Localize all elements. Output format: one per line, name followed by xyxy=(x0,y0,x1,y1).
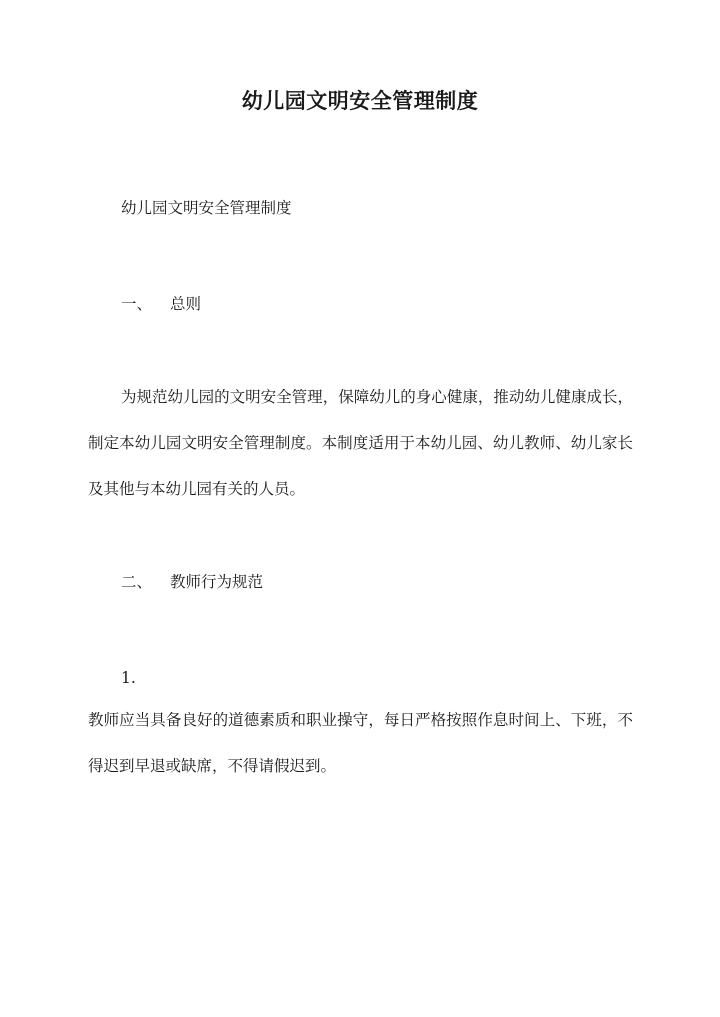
section-1-number: 一、 xyxy=(121,295,153,313)
section-2-item-number: 1. xyxy=(121,669,136,687)
section-1-heading xyxy=(121,292,201,316)
document-title: 幼儿园文明安全管理制度 xyxy=(241,88,479,113)
document-subtitle: 幼儿园文明安全管理制度 xyxy=(121,199,292,217)
section-2-heading xyxy=(121,570,263,594)
section-1-title: 总则 xyxy=(170,295,202,313)
section-2-number: 二、 xyxy=(121,573,153,591)
section-2-item-text: 教师应当具备良好的道德素质和职业操守，每日严格按照作息时间上、下班，不得迟到早退或缺席，不得请假迟到。 xyxy=(88,711,633,775)
section-2-title: 教师行为规范 xyxy=(170,573,264,591)
section-1-paragraph: 为规范幼儿园的文明安全管理，保障幼儿的身心健康，推动幼儿健康成长，制定本幼儿园文明安全管理制度。本制度适用于本幼儿园、幼儿教师、幼儿家长及其他与本幼儿园有关的人员。 xyxy=(88,388,633,498)
